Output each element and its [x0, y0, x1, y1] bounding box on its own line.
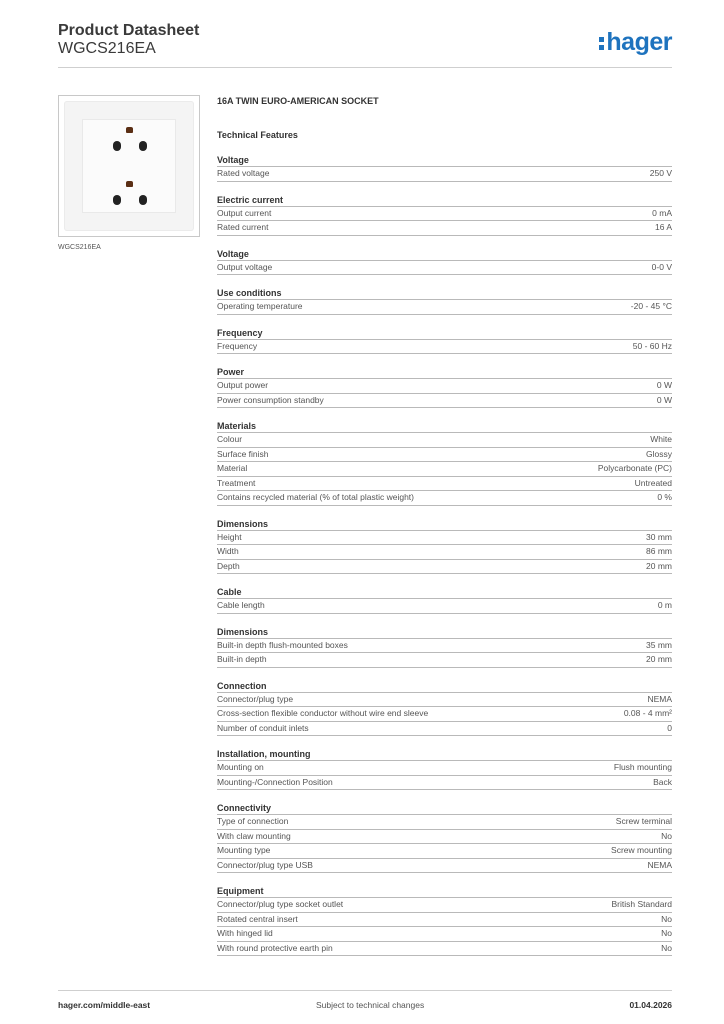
spec-value: Polycarbonate (PC)	[597, 463, 672, 473]
spec-value: 86 mm	[646, 546, 672, 556]
document-date: 01.04.2026	[629, 1000, 672, 1010]
section-title: Voltage	[217, 248, 672, 261]
spec-row	[217, 221, 672, 236]
spec-value: 0 mA	[652, 207, 672, 218]
spec-row	[217, 462, 672, 477]
spec-section	[217, 287, 672, 315]
spec-label: Number of conduit inlets	[217, 722, 309, 733]
spec-row	[217, 761, 672, 776]
page-footer	[58, 990, 672, 1020]
product-name: 16A TWIN EURO-AMERICAN SOCKET	[217, 96, 379, 106]
spec-label: Width	[217, 546, 239, 556]
spec-row	[217, 913, 672, 928]
spec-row	[217, 261, 672, 276]
spec-value: 16 A	[654, 222, 672, 232]
spec-label: With hinged lid	[217, 928, 273, 938]
section-title: Connectivity	[217, 802, 672, 815]
spec-section	[217, 518, 672, 575]
spec-value: Back	[653, 776, 672, 787]
spec-row	[217, 167, 672, 182]
spec-label: Type of connection	[217, 816, 289, 826]
spec-value: Glossy	[646, 448, 672, 459]
spec-label: Output power	[217, 380, 269, 390]
spec-section	[217, 748, 672, 790]
spec-label: Depth	[217, 560, 240, 571]
section-title: Installation, mounting	[217, 748, 672, 761]
spec-label: Power consumption standby	[217, 394, 324, 405]
spec-value: No	[661, 928, 672, 938]
spec-row	[217, 942, 672, 957]
spec-label: Mounting type	[217, 845, 271, 855]
spec-value: NEMA	[647, 859, 672, 870]
section-title: Cable	[217, 586, 672, 599]
spec-value: White	[650, 434, 672, 444]
spec-label: Material	[217, 463, 248, 473]
spec-row	[217, 300, 672, 315]
spec-row	[217, 531, 672, 546]
spec-row	[217, 394, 672, 409]
socket-outlet-bottom	[83, 178, 177, 218]
product-code: WGCS216EA	[58, 40, 156, 57]
spec-row	[217, 448, 672, 463]
spec-row	[217, 898, 672, 913]
spec-row	[217, 815, 672, 830]
spec-row	[217, 830, 672, 845]
spec-section	[217, 626, 672, 668]
disclaimer: Subject to technical changes	[316, 1000, 425, 1010]
spec-label: Colour	[217, 434, 243, 444]
spec-label: Height	[217, 531, 242, 542]
spec-row	[217, 693, 672, 708]
spec-row	[217, 545, 672, 560]
spec-label: Rated current	[217, 222, 269, 232]
image-caption: WGCS216EA	[58, 244, 101, 251]
spec-label: With round protective earth pin	[217, 942, 333, 953]
spec-value: Untreated	[634, 477, 672, 488]
spec-value: 0 W	[656, 380, 672, 390]
spec-row	[217, 560, 672, 575]
spec-row	[217, 776, 672, 791]
page-header	[58, 22, 672, 68]
spec-label: Mounting on	[217, 762, 264, 772]
spec-label: Treatment	[217, 477, 256, 488]
section-title: Equipment	[217, 885, 672, 898]
spec-row	[217, 722, 672, 737]
document-title: Product Datasheet	[58, 22, 200, 39]
spec-label: Contains recycled material (% of total plastic weight)	[217, 492, 414, 502]
spec-row	[217, 639, 672, 654]
spec-value: Flush mounting	[613, 762, 672, 772]
spec-value: Screw terminal	[615, 816, 672, 826]
spec-value: No	[661, 913, 672, 924]
spec-row	[217, 653, 672, 668]
spec-value: No	[661, 830, 672, 841]
spec-row	[217, 844, 672, 859]
spec-row	[217, 491, 672, 506]
spec-value: No	[661, 942, 672, 953]
website-link[interactable]: hager.com/middle-east	[58, 1000, 151, 1010]
spec-value: 20 mm	[646, 654, 672, 664]
spec-label: Cross-section flexible conductor without wire end sleeve	[217, 708, 429, 718]
spec-value: Screw mounting	[611, 845, 672, 855]
spec-value: 0 %	[657, 492, 672, 502]
spec-label: Connector/plug type USB	[217, 859, 313, 870]
features-heading: Technical Features	[217, 130, 298, 140]
spec-row	[217, 207, 672, 222]
section-title: Dimensions	[217, 626, 672, 639]
spec-section	[217, 885, 672, 956]
spec-row	[217, 599, 672, 614]
spec-value: 35 mm	[646, 639, 672, 650]
product-image	[58, 95, 200, 237]
specifications	[217, 96, 672, 956]
spec-section	[217, 248, 672, 276]
spec-label: Built-in depth	[217, 654, 267, 664]
spec-value: 30 mm	[646, 531, 672, 542]
section-title: Connection	[217, 680, 672, 693]
spec-value: 250 V	[649, 168, 672, 178]
spec-section	[217, 194, 672, 236]
spec-label: Operating temperature	[217, 301, 303, 311]
spec-section	[217, 420, 672, 506]
spec-section	[217, 327, 672, 355]
section-title: Frequency	[217, 327, 672, 340]
spec-value: 0 m	[657, 600, 672, 610]
spec-value: 50 - 60 Hz	[632, 340, 672, 351]
spec-row	[217, 433, 672, 448]
section-title: Power	[217, 366, 672, 379]
spec-value: 0-0 V	[651, 261, 672, 272]
spec-value: 0 W	[656, 394, 672, 405]
spec-value: -20 - 45 °C	[630, 301, 672, 311]
section-title: Use conditions	[217, 287, 672, 300]
spec-label: Built-in depth flush-mounted boxes	[217, 639, 348, 650]
spec-label: Rated voltage	[217, 168, 270, 178]
spec-section	[217, 680, 672, 737]
socket-outlet-top	[83, 124, 177, 164]
section-title: Voltage	[217, 154, 672, 167]
socket-plate-icon	[64, 101, 194, 231]
spec-label: Cable length	[217, 600, 265, 610]
section-title: Dimensions	[217, 518, 672, 531]
spec-sections	[217, 154, 672, 956]
spec-label: Surface finish	[217, 448, 269, 459]
spec-section	[217, 586, 672, 614]
spec-row	[217, 340, 672, 355]
spec-value: 20 mm	[646, 560, 672, 571]
spec-value: NEMA	[647, 693, 672, 704]
spec-section	[217, 366, 672, 408]
spec-value: 0.08 - 4 mm²	[623, 708, 672, 718]
spec-label: Frequency	[217, 340, 258, 351]
spec-label: Output voltage	[217, 261, 273, 272]
spec-value: 0	[667, 722, 672, 733]
spec-label: With claw mounting	[217, 830, 291, 841]
spec-label: Rotated central insert	[217, 913, 298, 924]
section-title: Electric current	[217, 194, 672, 207]
spec-label: Connector/plug type socket outlet	[217, 899, 344, 909]
spec-section	[217, 802, 672, 873]
section-title: Materials	[217, 420, 672, 433]
spec-row	[217, 707, 672, 722]
spec-row	[217, 927, 672, 942]
spec-label: Mounting-/Connection Position	[217, 776, 333, 787]
logo-text: hager	[606, 28, 672, 56]
spec-row	[217, 379, 672, 394]
spec-label: Output current	[217, 207, 272, 218]
logo-mark-icon	[599, 34, 605, 52]
spec-label: Connector/plug type	[217, 693, 294, 704]
spec-value: British Standard	[611, 899, 672, 909]
hager-logo	[599, 28, 672, 57]
spec-row	[217, 477, 672, 492]
spec-section	[217, 154, 672, 182]
spec-row	[217, 859, 672, 874]
